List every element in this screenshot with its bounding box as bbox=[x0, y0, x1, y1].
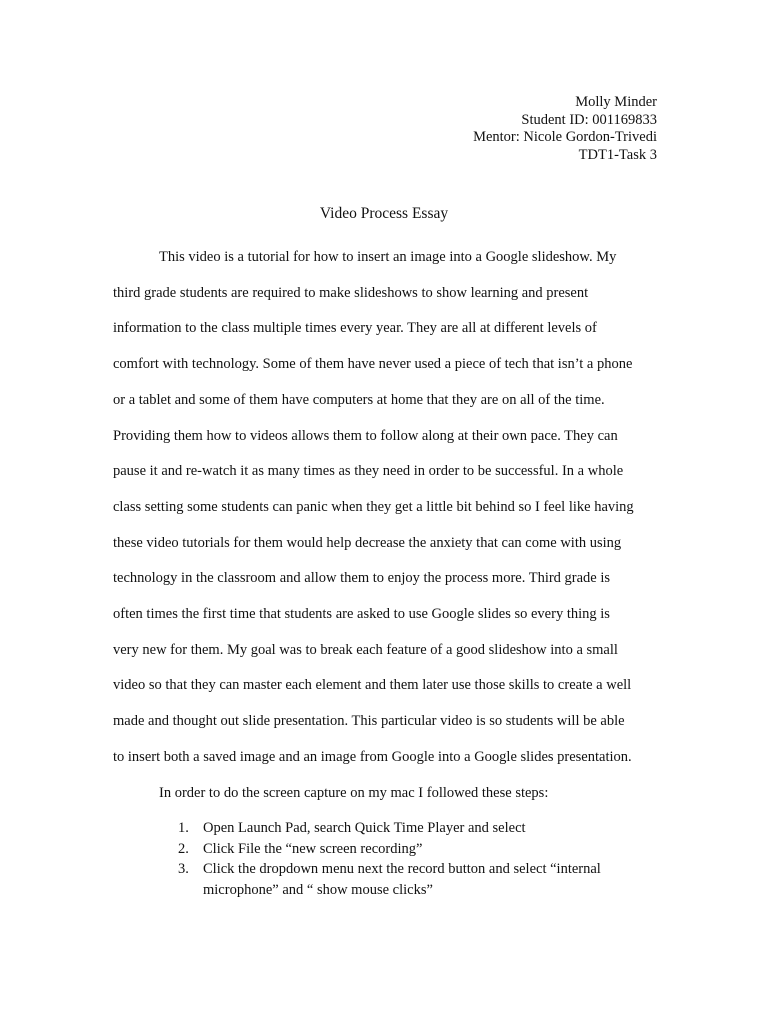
paragraph-line: video so that they can master each element and them later use those skills to create a well bbox=[113, 677, 632, 693]
paragraph-line: Providing them how to videos allows them to follow along at their own pace. They can bbox=[113, 428, 618, 444]
paragraph-line: often times the first time that students are asked to use Google slides so every thing is bbox=[113, 606, 610, 622]
list-item bbox=[178, 859, 663, 900]
paragraph-line: This video is a tutorial for how to insert an image into a Google slideshow. My bbox=[159, 249, 617, 265]
paragraph-line: or a tablet and some of them have computers at home that they are on all of the time. bbox=[113, 392, 605, 408]
step-number: 1. bbox=[178, 820, 189, 836]
step-text: Click the dropdown menu next the record button and select “internal microphone” and “ show mouse clicks” bbox=[203, 861, 601, 898]
document-title: Video Process Essay bbox=[319, 205, 449, 222]
paragraph-line: made and thought out slide presentation. This particular video is so students will be able bbox=[113, 713, 625, 729]
paragraph-line: In order to do the screen capture on my mac I followed these steps: bbox=[159, 785, 549, 801]
task-label: TDT1-Task 3 bbox=[578, 146, 657, 163]
step-number: 2. bbox=[178, 840, 189, 857]
paragraph-line: very new for them. My goal was to break each feature of a good slideshow into a small bbox=[113, 642, 618, 658]
list-item bbox=[178, 818, 663, 839]
paragraph-line: these video tutorials for them would help decrease the anxiety that can come with using bbox=[113, 535, 622, 551]
steps-list bbox=[178, 818, 663, 900]
list-item bbox=[178, 839, 663, 860]
paragraph-line: to insert both a saved image and an image from Google into a Google slides presentation. bbox=[113, 749, 632, 765]
paragraph-line: class setting some students can panic when they get a little bit behind so I feel like having bbox=[113, 499, 634, 515]
step-text: Click File the “new screen recording” bbox=[203, 840, 423, 857]
paragraph-line: third grade students are required to make slideshows to show learning and present bbox=[113, 285, 589, 301]
student-id: Student ID: 001169833 bbox=[521, 111, 657, 128]
author-name: Molly Minder bbox=[575, 94, 657, 110]
paragraph-line: pause it and re-watch it as many times as they need in order to be successful. In a whole bbox=[113, 463, 624, 479]
mentor-name: Mentor: Nicole Gordon-Trivedi bbox=[473, 129, 657, 146]
step-number: 3. bbox=[178, 861, 189, 877]
paragraph-line: technology in the classroom and allow them to enjoy the process more. Third grade is bbox=[113, 570, 611, 586]
step-text: Open Launch Pad, search Quick Time Player and select bbox=[203, 820, 526, 836]
paragraph-line: information to the class multiple times every year. They are all at different levels of bbox=[113, 320, 597, 336]
author-header bbox=[473, 94, 657, 164]
paragraph-line: comfort with technology. Some of them have never used a piece of tech that isn’t a phone bbox=[113, 356, 633, 372]
